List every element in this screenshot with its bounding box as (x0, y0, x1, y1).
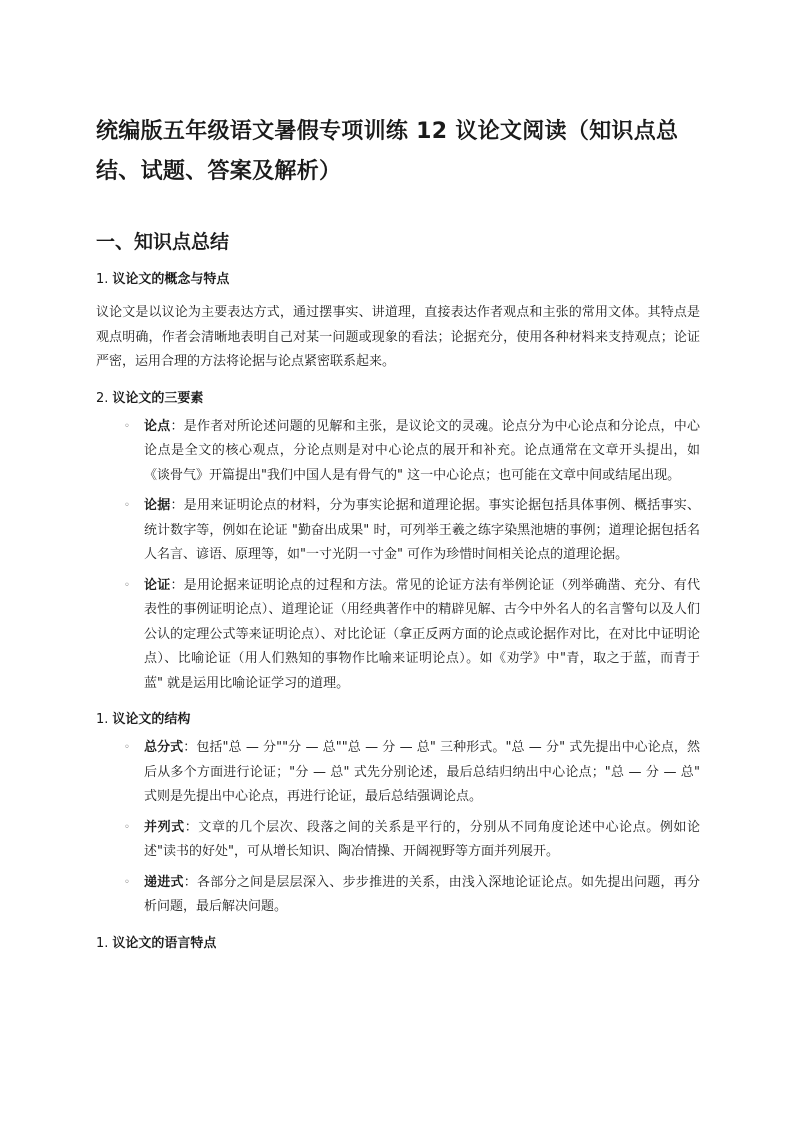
bullet-icon: ◦ (124, 821, 130, 833)
list-item (96, 816, 700, 865)
bullet-icon: ◦ (124, 579, 130, 591)
item-heading-three-elements (96, 389, 700, 409)
item-number: 1. (96, 935, 109, 951)
bullet-icon: ◦ (124, 420, 130, 432)
concept-paragraph: 议论文是以议论为主要表达方式，通过摆事实、讲道理，直接表达作者观点和主张的常用文体。其特点是观点明确，作者会清晰地表明自己对某一问题或现象的看法；论据充分，使用各种材料来支持观点；论证严密，运用合理的方法将论据与论点紧密联系起来。 (96, 305, 700, 369)
section-heading: 一、知识点总结 (96, 231, 230, 253)
document-title: 统编版五年级语文暑假专项训练 12 议论文阅读（知识点总结、试题、答案及解析） (96, 119, 679, 184)
item-title: 议论文的概念与特点 (112, 272, 230, 287)
item-title: 议论文的三要素 (112, 390, 204, 406)
list-term: 总分式 (144, 740, 184, 755)
bullet-icon: ◦ (124, 876, 130, 888)
structure-list (96, 736, 700, 920)
list-item (96, 736, 700, 810)
item-heading-structure (96, 710, 700, 730)
list-text: ：包括"总 — 分""分 — 总""总 — 分 — 总" 三种形式。"总 — 分" 式先提出中心论点，然后从多个方面进行论证；"分 — 总" 式先分别论述，最后总结归纳出中心论点；"总 — 分 — 总" 式则是先提出中心论点，再进行论证，最后总结强调论点。 (144, 740, 700, 804)
item-heading-concept (96, 270, 700, 290)
list-text: ：是用来证明论点的材料，分为事实论据和道理论据。事实论据包括具体事例、概括事实、统计数字等，例如在论证 "勤奋出成果" 时，可列举王羲之练字染黑池塘的事例；道理论据包括名人名言、谚语、原理等，如"一寸光阴一寸金" 可作为珍惜时间相关论点的道理论据。 (144, 498, 700, 562)
list-term: 并列式 (144, 819, 185, 835)
item-number: 2. (96, 390, 109, 406)
item-number: 1. (96, 712, 109, 727)
document-page (96, 112, 700, 954)
list-term: 论证 (144, 577, 171, 593)
list-text: ：文章的几个层次、段落之间的关系是平行的，分别从不同角度论述中心论点。例如论述"读书的好处"，可从增长知识、陶冶情操、开阔视野等方面并列展开。 (144, 819, 700, 859)
list-item (96, 871, 700, 920)
bullet-icon: ◦ (124, 500, 130, 511)
list-item (96, 574, 700, 697)
list-item (96, 494, 700, 568)
list-text: ：各部分之间是层层深入、步步推进的关系，由浅入深地论证论点。如先提出问题，再分析问题，最后解决问题。 (144, 874, 700, 914)
item-title: 议论文的结构 (112, 712, 191, 727)
list-term: 论点 (144, 418, 171, 434)
list-text: ：是作者对所论述问题的见解和主张，是议论文的灵魂。论点分为中心论点和分论点，中心论点是全文的核心观点，分论点则是对中心论点的展开和补充。论点通常在文章开头提出，如《谈骨气》开篇提出"我们中国人是有骨气的" 这一中心论点；也可能在文章中间或结尾出现。 (144, 418, 700, 483)
item-number: 1. (96, 272, 109, 287)
item-title: 议论文的语言特点 (112, 935, 217, 951)
list-text: ：是用论据来证明论点的过程和方法。常见的论证方法有举例论证（列举确凿、充分、有代表性的事例证明论点）、道理论证（用经典著作中的精辟见解、古今中外名人的名言警句以及人们公认的定理公式等来证明论点）、对比论证（拿正反两方面的论点或论据作对比，在对比中证明论点）、比喻论证（用人们熟知的事物作比喻来证明论点）。如《劝学》中"青，取之于蓝，而青于蓝" 就是运用比喻论证学习的道理。 (144, 577, 700, 691)
list-term: 论据 (144, 498, 171, 513)
bullet-icon: ◦ (124, 742, 130, 753)
list-item (96, 415, 700, 489)
list-term: 递进式 (144, 874, 184, 890)
item-heading-language (96, 934, 700, 954)
three-elements-list (96, 415, 700, 697)
